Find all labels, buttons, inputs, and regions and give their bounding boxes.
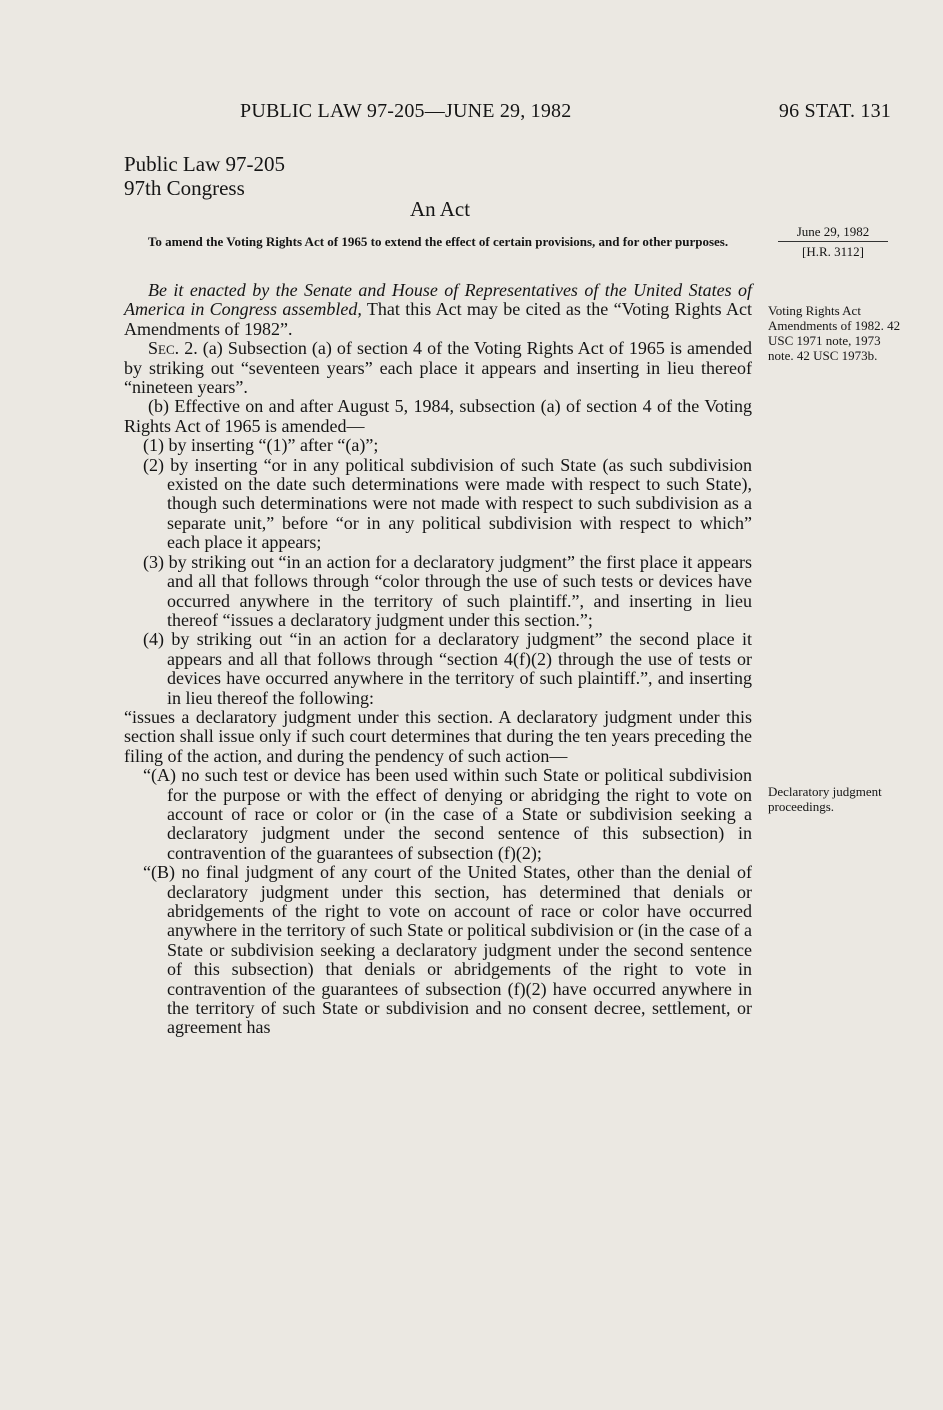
section-label: Sec. 2. bbox=[148, 338, 198, 359]
running-head: PUBLIC LAW 97-205—JUNE 29, 1982 bbox=[240, 100, 572, 122]
act-purpose: To amend the Voting Rights Act of 1965 to extend the effect of certain provisions, and for other purposes. bbox=[147, 234, 729, 249]
subsection-b-intro: (b) Effective on and after August 5, 1984, subsection (a) of section 4 of the Voting Rights Act of 1965 is amended— bbox=[124, 396, 752, 436]
enactment-date: June 29, 1982 bbox=[796, 224, 870, 239]
paragraph-4: (4) by striking out “in an action for a declaratory judgment” the second place it appears and all that follows through “section 4(f)(2) through the use of tests or devices have occurred anywhere in the territory of such plaintiff.”, and inserting in lieu thereof the following: bbox=[143, 629, 752, 708]
enacting-clause-italic: Be it enacted by the Senate and House of Representatives of the United States of America in Congress assembled, bbox=[124, 280, 752, 320]
statute-page-number: 96 STAT. 131 bbox=[778, 100, 891, 122]
margin-note-date bbox=[778, 224, 888, 259]
paragraph-2: (2) by inserting “or in any political subdivision of such State (as such subdivision existed on the date such determinations were made with respect to such State), though such determinations were not made with respect to such subdivision as a separate unit,” before “or in any political subdivision with respect to which” each place it appears; bbox=[143, 454, 752, 553]
enacting-clause bbox=[124, 281, 752, 339]
act-title: An Act bbox=[409, 197, 471, 221]
law-body bbox=[124, 281, 752, 1038]
margin-rule bbox=[778, 241, 888, 242]
congress-number: 97th Congress bbox=[124, 176, 245, 200]
public-law-number: Public Law 97-205 bbox=[124, 152, 285, 176]
paragraph-3: (3) by striking out “in an action for a declaratory judgment” the first place it appears and all that follows through “color through the use of such tests or devices have occurred anywhere in the territory of such plaintiff.”, and inserting in lieu thereof “issues a declaratory judgment under this section.”; bbox=[143, 551, 752, 630]
section-2a-text: (a) Subsection (a) of section 4 of the Voting Rights Act of 1965 is amended by striking out “seventeen years” each place it appears and inserting in lieu thereof “nineteen years”. bbox=[124, 338, 753, 398]
bill-number: [H.R. 3112] bbox=[802, 244, 864, 259]
subparagraph-b: “(B) no final judgment of any court of the United States, other than the denial of declaratory judgment under this section, has determined that denials or abridgements of the right to vote on account of race or color have occurred anywhere in the territory of such State or political subdivision or (in the case of a State or subdivision seeking a declaratory judgment under the second sentence of this subsection) that denials or abridgements of the right to vote in contravention of the guarantees of subsection (f)(2) have occurred anywhere in the territory of such State or subdivision and no consent decree, settlement, or agreement has bbox=[143, 862, 752, 1038]
section-2a bbox=[124, 339, 752, 397]
enacting-clause-rest: That this Act may be cited as the “Voting Rights Act Amendments of 1982”. bbox=[124, 299, 752, 339]
quoted-insertion: “issues a declaratory judgment under this section. A declaratory judgment under this section shall issue only if such court determines that during the ten years preceding the filing of the action, and during the pendency of such action— bbox=[124, 706, 752, 766]
margin-note-vra: Voting Rights Act Amendments of 1982. 42 USC 1971 note, 1973 note. 42 USC 1973b. bbox=[768, 303, 901, 363]
law-identifier bbox=[124, 152, 285, 200]
subparagraph-a: “(A) no such test or device has been used within such State or political subdivision for the purpose or with the effect of denying or abridging the right to vote on account of race or color or (in the case of a State or subdivision seeking a declaratory judgment under the second sentence of this subsection) in contravention of the guarantees of subsection (f)(2); bbox=[143, 765, 752, 863]
paragraph-1: (1) by inserting “(1)” after “(a)”; bbox=[143, 435, 379, 456]
margin-note-declaratory: Declaratory judgment proceedings. bbox=[768, 784, 882, 814]
